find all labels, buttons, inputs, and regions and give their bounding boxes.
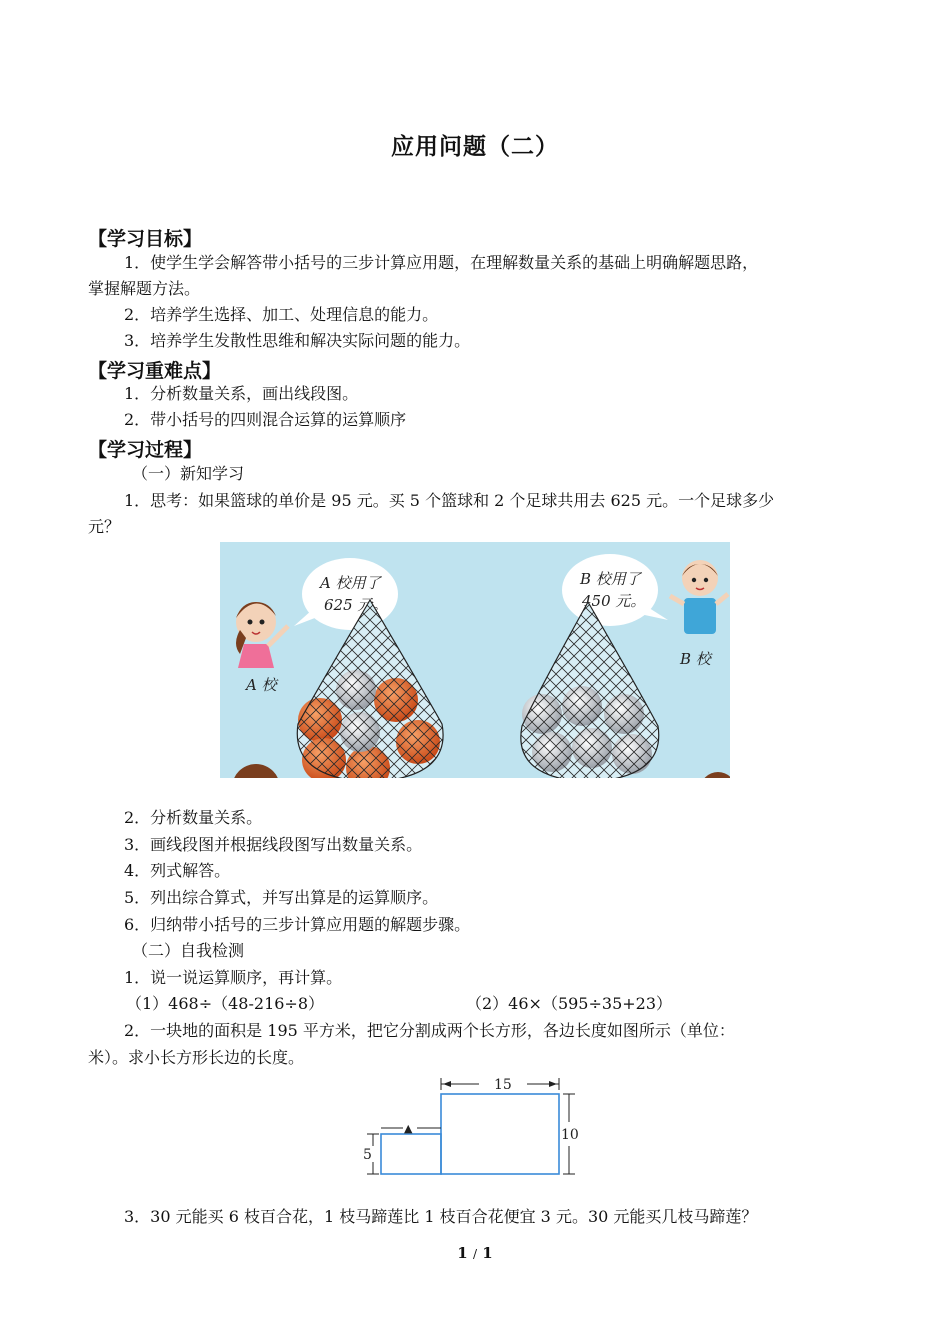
key-point-1: 1．分析数量关系，画出线段图。 [124, 384, 359, 403]
bubble-a-line1: A 校用了 [320, 574, 381, 592]
step-5: 5．列出综合算式，并写出算是的运算顺序。 [124, 888, 439, 907]
girl-figure [236, 602, 288, 694]
net-bag-a [297, 600, 443, 778]
key-point-2: 2．带小括号的四则混合运算的运算顺序 [124, 410, 407, 429]
step-2: 2．分析数量关系。 [124, 808, 263, 827]
label-a: A 校 [246, 676, 277, 694]
question-1-cont: 元？ [88, 517, 121, 536]
left-height-label: 5 [363, 1147, 372, 1163]
page-number [0, 1244, 950, 1262]
boy-figure [670, 560, 728, 668]
bubble-a-line2: 625 元。 [324, 596, 388, 614]
bubble-b-line2: 450 元。 [582, 592, 646, 610]
top-width-label: 15 [494, 1077, 512, 1093]
step-6: 6．归纳带小括号的三步计算应用题的解题步骤。 [124, 915, 471, 934]
check-1: 1．说一说运算顺序，再计算。 [124, 968, 343, 987]
check-2-cont: 米）。求小长方形长边的长度。 [88, 1048, 305, 1067]
bubble-b-line1: B 校用了 [580, 570, 641, 588]
goal-item-2: 2．培养学生选择、加工、处理信息的能力。 [124, 305, 439, 324]
calc-1: （1）468÷（48-216÷8） [126, 994, 325, 1013]
calc-2: （2）46×（595÷35+23） [466, 994, 673, 1013]
speech-bubble-a [294, 558, 398, 630]
part2-label: （二）自我检测 [132, 941, 245, 960]
check-2: 2．一块地的面积是 195 平方米，把它分割成两个长方形，各边长度如图所示（单位： [124, 1021, 735, 1040]
ball-illustration [220, 542, 730, 778]
goal-item-1: 1．使学生学会解答带小括号的三步计算应用题，在理解数量关系的基础上明确解题思路， [124, 253, 759, 272]
goals-heading: 【学习目标】 [88, 228, 203, 250]
total-pages: 1 [482, 1244, 493, 1262]
check-3: 3．30 元能买 6 枝百合花，1 枝马蹄莲比 1 枝百合花便宜 3 元。30 元能买几枝马蹄莲？ [124, 1207, 758, 1226]
current-page: 1 [457, 1244, 468, 1262]
page-separator: / [472, 1247, 478, 1261]
net-bag-b [521, 602, 659, 778]
key-points-heading: 【学习重难点】 [88, 360, 222, 382]
right-height-label: 10 [561, 1127, 579, 1143]
unknown-length-marker: ▲ [404, 1122, 413, 1135]
step-3: 3．画线段图并根据线段图写出数量关系。 [124, 835, 423, 854]
label-b: B 校 [680, 650, 711, 668]
goal-item-3: 3．培养学生发散性思维和解决实际问题的能力。 [124, 331, 471, 350]
small-rectangle [381, 1134, 441, 1174]
step-4: 4．列式解答。 [124, 861, 231, 880]
page-title: 应用问题（二） [391, 134, 559, 160]
rectangle-diagram [355, 1074, 585, 1184]
large-rectangle [441, 1094, 559, 1174]
speech-bubble-b [562, 554, 668, 626]
goal-item-1-cont: 掌握解题方法。 [88, 279, 201, 298]
part1-label: （一）新知学习 [132, 464, 245, 483]
question-1: 1．思考：如果篮球的单价是 95 元。买 5 个篮球和 2 个足球共用去 625 元。一个足球多少 [124, 491, 775, 510]
process-heading: 【学习过程】 [88, 439, 203, 461]
